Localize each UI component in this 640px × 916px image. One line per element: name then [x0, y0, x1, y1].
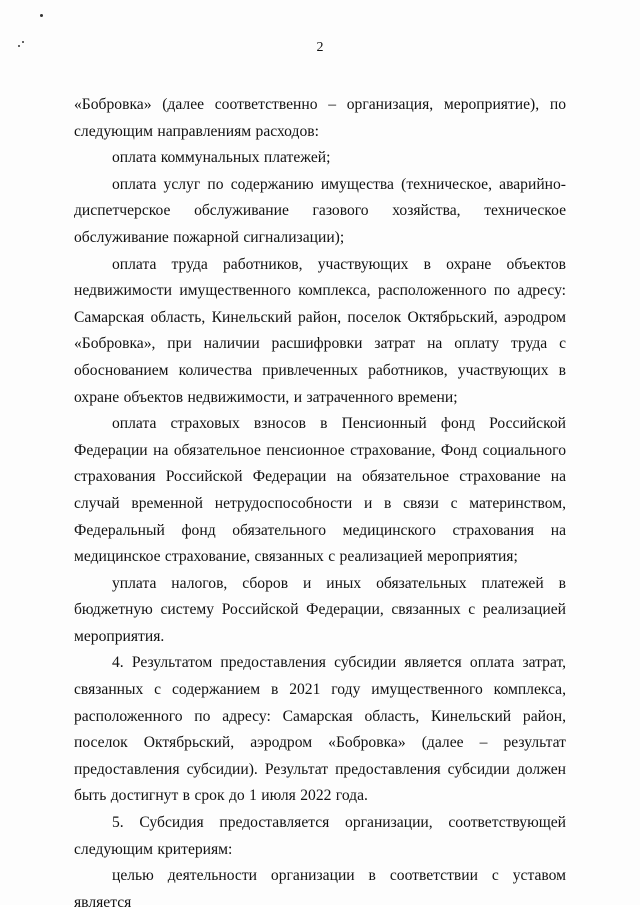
paragraph-property-maintenance: оплата услуг по содержанию имущества (техническое, аварийно-диспетчерское обслуживание газового хозяйства, техническое обслуживание пожарной сигнализации);	[74, 175, 566, 246]
paragraph-utilities: оплата коммунальных платежей;	[112, 149, 331, 167]
paragraph-criteria-start: целью деятельности организации в соответствии с уставом является	[74, 867, 566, 911]
paragraph-intro-continued: «Бобровка» (далее соответственно – организация, мероприятие), по следующим направлениям расходов:	[74, 96, 566, 140]
paragraph-section-5: 5. Субсидия предоставляется организации, соответствующей следующим критериям:	[74, 814, 566, 858]
page-number: 2	[316, 40, 324, 55]
paragraph-taxes: уплата налогов, сборов и иных обязательных платежей в бюджетную систему Российской Федерации, связанных с реализацией мероприятия.	[74, 574, 566, 645]
document-body	[74, 92, 566, 916]
paragraph-insurance-contributions: оплата страховых взносов в Пенсионный фонд Российской Федерации на обязательное пенсионное страхование, Фонд социального страхования Российской Федерации на обязательное страхование на случай временной нетрудоспособности и в связи с материнством, Федеральный фонд обязательного медицинского страхования на медицинское страхование, связанных с реализацией мероприятия;	[74, 415, 566, 566]
scan-speck	[40, 14, 43, 17]
paragraph-security-wages: оплата труда работников, участвующих в охране объектов недвижимости имущественного комплекса, расположенного по адресу: Самарская область, Кинельский район, поселок Октябрьский, аэродром «Бобровка», при наличии расшифровки затрат на оплату труда с обоснованием количества привлеченных работников, участвующих в охране объектов недвижимости, и затраченного времени;	[74, 255, 566, 406]
paragraph-section-4: 4. Результатом предоставления субсидии является оплата затрат, связанных с содержанием в 2021 году имущественного комплекса, расположенного по адресу: Самарская область, Кинельский район, поселок Октябрьский, аэродром «Бобровка» (далее – результат предоставления субсидии). Результат предоставления субсидии должен быть достигнут в срок до 1 июля 2022 года.	[74, 654, 566, 805]
